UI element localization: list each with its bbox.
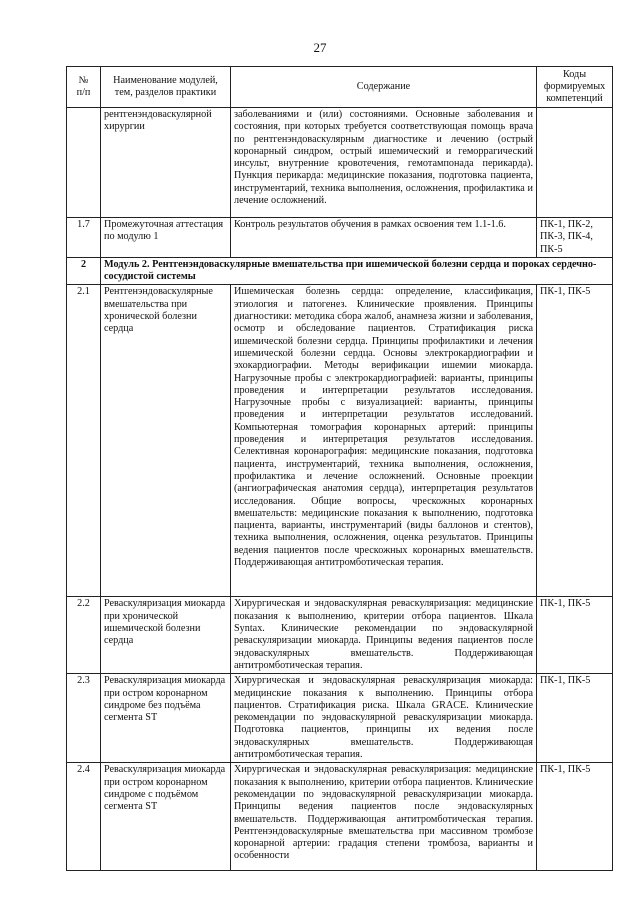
row-num: 1.7 <box>67 218 101 258</box>
table-row <box>67 674 613 763</box>
row-codes: ПК-1, ПК-5 <box>537 597 613 674</box>
table-row <box>67 285 613 597</box>
table-row <box>67 597 613 674</box>
row-content: Хирургическая и эндоваскулярная реваскуляризация: медицинские показания к выполнению, критерии отбора пациентов. Клинические рекомендации по эндоваскулярной реваскуляризации миокарда. Принципы ведения пациентов после эндоваскулярных вмешательств. Поддерживающая антитромботическая терапия. Рентгенэндоваскулярные вмешательства при массивном тромбозе коронарной артерии: градация степени тромбоза, варианты и особенности <box>231 763 537 871</box>
curriculum-table <box>66 66 613 871</box>
row-content: Хирургическая и эндоваскулярная реваскуляризация миокарда: медицинские показания к выполнению. Принципы отбора пациентов. Стратификация риска. Шкала GRACE. Клинические рекомендации по эндоваскулярной реваскуляризации миокарда. Подготовка пациентов, принципы их ведения после эндоваскулярных вмешательств. Поддерживающая антитромботическая терапия. <box>231 674 537 763</box>
header-content: Содержание <box>231 67 537 108</box>
row-content: заболеваниями и (или) состояниями. Основные заболевания и состояния, при которых требуется соответствующая помощь врача по рентгенэндоваскулярным диагностике и лечению (острый коронарный синдром, острый ишемический и геморрагический инсульт, внутренние кровотечения, гемотампонада перикарда). Пункция перикарда: медицинские показания, подготовка пациента, инструментарий, техника выполнения, осложнения, профилактика и лечение осложнений. <box>231 108 537 218</box>
table-row <box>67 218 613 258</box>
row-num: 2.3 <box>67 674 101 763</box>
row-name: рентгенэндоваскулярной хирургии <box>101 108 231 218</box>
module-num: 2 <box>67 257 101 285</box>
row-name: Рентгенэндоваскулярные вмешательства при хронической болезни сердца <box>101 285 231 597</box>
row-content: Ишемическая болезнь сердца: определение, классификация, этиология и патогенез. Клинические проявления. Принципы диагностики: методика сбора жалоб, анамнеза жизни и заболевания, осмотр и обследование пациентов. Стратификация риска ишемической болезни сердца. Принципы профилактики и лечения ишемической болезни сердца. Основы электрокардиографии и эхокардиографии. Методы верификации ишемии миокарда. Нагрузочные пробы с электрокардиографией: варианты, принципы проведения и интерпретации результатов исследования. Нагрузочные пробы с визуализацией: варианты, принципы проведения и интерпретации результатов исследований. Компьютерная томография коронарных артерий: принципы проведения и интерпретация результатов исследования. Селективная коронарография: медицинские показания, подготовка пациента, инструментарий, техника выполнения, осложнения, профилактика и лечение осложнений. Основные проекции (ангиографическая анатомия сердца), интерпретация результатов исследования. Общие вопросы, чрескожных коронарных вмешательств: медицинские показания к выполнению, подготовка пациента, варианты, инструментарий (виды баллонов и стентов), техника выполнения, осложнения, оценка результатов. Принципы ведения пациентов после чрескожных коронарных вмешательств. Поддерживающая антитромботическая терапия. <box>231 285 537 597</box>
row-num: 2.4 <box>67 763 101 871</box>
row-content: Контроль результатов обучения в рамках освоения тем 1.1-1.6. <box>231 218 537 258</box>
table-row <box>67 108 613 218</box>
module-row <box>67 257 613 285</box>
header-codes: Коды формируемых компетенций <box>537 67 613 108</box>
module-title: Модуль 2. Рентгенэндоваскулярные вмешательства при ишемической болезни сердца и пороках сердечно-сосудистой системы <box>101 257 613 285</box>
row-name: Реваскуляризация миокарда при остром коронарном синдроме без подъёма сегмента ST <box>101 674 231 763</box>
table-header-row <box>67 67 613 108</box>
row-codes: ПК-1, ПК-2, ПК-3, ПК-4, ПК-5 <box>537 218 613 258</box>
row-num <box>67 108 101 218</box>
row-codes: ПК-1, ПК-5 <box>537 285 613 597</box>
table-row <box>67 763 613 871</box>
row-num: 2.2 <box>67 597 101 674</box>
row-num: 2.1 <box>67 285 101 597</box>
page-number: 27 <box>313 40 327 55</box>
row-codes <box>537 108 613 218</box>
row-codes: ПК-1, ПК-5 <box>537 763 613 871</box>
header-name: Наименование модулей, тем, разделов практики <box>101 67 231 108</box>
header-num: № п/п <box>67 67 101 108</box>
row-content: Хирургическая и эндоваскулярная реваскуляризация: медицинские показания к выполнению, критерии отбора пациентов. Шкала Syntax. Клинические рекомендации по эндоваскулярной реваскуляризации миокарда. Принципы ведения пациентов после эндоваскулярных вмешательств. Поддерживающая антитромботическая терапия. <box>231 597 537 674</box>
row-codes: ПК-1, ПК-5 <box>537 674 613 763</box>
row-name: Реваскуляризация миокарда при остром коронарном синдроме с подъёмом сегмента ST <box>101 763 231 871</box>
row-name: Промежуточная аттестация по модулю 1 <box>101 218 231 258</box>
row-name: Реваскуляризация миокарда при хронической ишемической болезни сердца <box>101 597 231 674</box>
